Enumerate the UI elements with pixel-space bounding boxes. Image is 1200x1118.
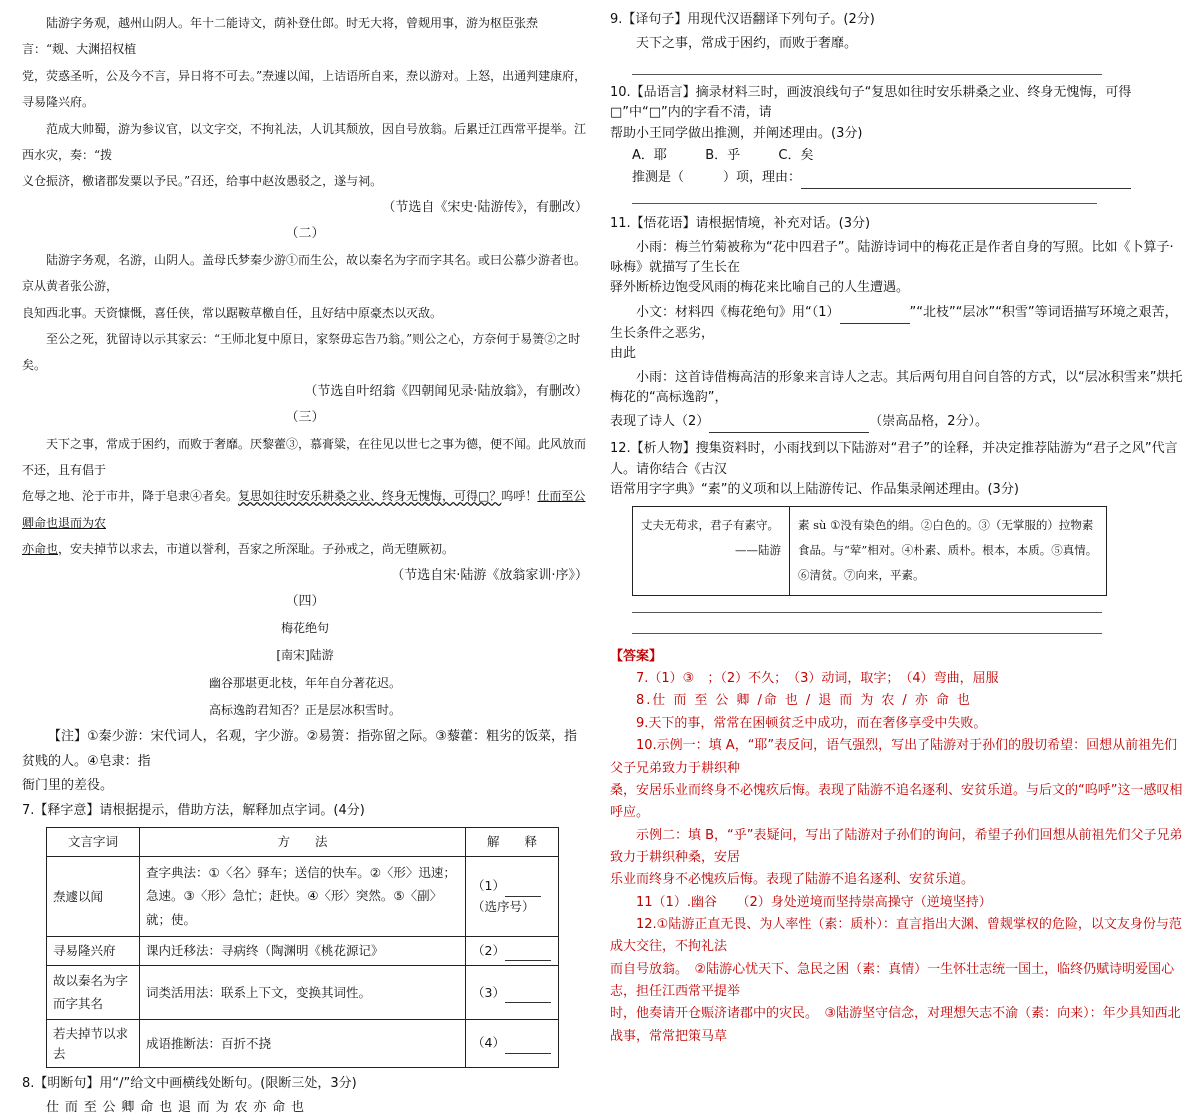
poem-author: [南宋]陆游 [276, 648, 334, 663]
question-10: 10.【品语言】摘录材料三时，画波浪线句子“复思如往时安乐耕桑之业、终身无愧悔，可得□”中“□”内的字看不清，请 [610, 85, 1132, 121]
note-text: 衙门里的差役。 [22, 778, 114, 794]
table-cell: 焘遽以闻 [47, 856, 140, 936]
answer-text: 12.①陆游正直无畏、为人率性（素：质朴）：直言指出大渊、曾觌掌权的危险，以文友身份与范成大交往，不拘礼法 [610, 917, 1182, 955]
dialog-text: 表现了诗人（2） [610, 414, 710, 430]
answer-text: 8.仕 而 至 公 卿 /命 也 / 退 而 为 农 / 亦 命 也 [636, 693, 972, 709]
passage-text: 良知西北事。天资慷慨，喜任侠，常以踞鞍草檄自任，且好结中原豪杰以灭敌。 [22, 305, 443, 320]
table-header: 解 释 [466, 828, 559, 856]
quote-text: 丈夫无苟求，君子有素守。 [641, 517, 779, 532]
answer-text: 11（1）.幽谷 （2）身处逆境而坚持崇高操守（逆境坚持） [636, 894, 992, 910]
answer-cell [466, 856, 559, 936]
wavy-underlined-sentence: 复思如往时安乐耕桑之业、终身无愧悔，可得□？ [238, 489, 502, 504]
passage-text: 陆游字务观，越州山阴人。年十二能诗文，荫补登仕郎。时无大将，曾觌用事，游为枢臣张焘言：“觌、大渊招权植 [22, 16, 539, 57]
answer-line[interactable] [632, 612, 1102, 613]
passage-text: 范成大帅蜀，游为参议官，以文字交，不拘礼法，人讥其颓放，因自号放翁。后累迁江西常平提举。江西水灾，奏：“拨 [22, 121, 587, 162]
answer-cell [466, 966, 559, 1020]
answer-cell [466, 1020, 559, 1068]
answer-text: 乐业而终身不必愧疚后悔。表现了陆游不追名逐利、安贫乐道。 [610, 872, 975, 888]
underlined-sentence: 亦命也 [22, 542, 59, 557]
passage-text [22, 483, 588, 536]
answer-label: （4） [472, 1035, 505, 1051]
right-column [610, 10, 1184, 1048]
question-8: 8.【明断句】用“/”给文中画横线处断句。(限断三处，3分) [22, 1075, 357, 1091]
answer-blank[interactable] [709, 412, 869, 433]
answer-text: 7.（1）③ ；（2）不久； （3）动词，取字； （4）弯曲，屈服 [636, 671, 999, 687]
question-10-guess [610, 168, 1184, 189]
passage-text: 危辱之地、沦于市井，降于皂隶④者矣。 [22, 489, 239, 504]
question-8-text: 仕而至公卿命也退而为农亦命也 [46, 1100, 310, 1116]
passage-two [22, 247, 588, 379]
poem-line: 幽谷那堪更北枝，年年自分著花迟。 [208, 675, 401, 690]
table-header: 方 法 [140, 828, 466, 856]
table-row [47, 966, 559, 1020]
dialog-text: 小文：材料四《梅花绝句》用“（1） [636, 304, 840, 320]
dialog-text: ”“北枝”“层冰”“积雪”等词语描写环境之艰苦，生长条件之恶劣， [610, 304, 1178, 341]
answer-line[interactable] [632, 633, 1102, 634]
question-10: 帮助小王同学做出推测，并阐述理由。(3分) [610, 125, 863, 141]
poem-title: 梅花绝句 [280, 620, 329, 635]
answer-text: 而自号放翁。 ②陆游心忧天下、急民之困（素：真情）一生怀壮志统一国土，临终仍赋诗明爱国心志，担任江西常平提举 [610, 961, 1175, 1000]
answer-line[interactable] [632, 203, 1097, 204]
answer-text: 桑，安居乐业而终身不必愧疚后悔。表现了陆游不追名逐利、安贫乐道。与后文的“呜呼”这一感叹相呼应。 [610, 782, 1183, 821]
quote-cell [633, 506, 790, 595]
dictionary-cell: 素 sù ①没有染色的绢。②白色的。③（无掌服的）拉物素食品。与“荤”相对。④朴素、质朴。根本，本质。⑤真情。⑥清贫。⑦向来，平素。 [790, 506, 1107, 595]
answer-blank[interactable] [840, 303, 910, 324]
question-12: 12.【析人物】搜集资料时，小雨找到以下陆游对“君子”的诠释，并决定推荐陆游为“君子之风”代言人。请你结合《古汉 [610, 441, 1178, 477]
question-11-text: 小雨：梅兰竹菊被称为“花中四君子”。陆游诗词中的梅花正是作者自身的写照。比如《卜算子·咏梅》就描写了生长在 [610, 240, 1174, 276]
answer-label: （1） [472, 878, 505, 894]
passage-text: 至公之死，犹留诗以示其家云：“王师北复中原日，家祭毋忘告乃翁。”则公之心，方奈何于易箦②之时矣。 [22, 331, 581, 373]
passage-text [22, 536, 588, 562]
question-12-table [632, 506, 1107, 596]
quote-author: ——陆游 [735, 543, 781, 558]
answer-line[interactable] [632, 74, 1102, 75]
table-row [47, 856, 559, 936]
answer-blank[interactable] [505, 876, 541, 896]
table-cell: 查字典法：①〈名〉驿车；送信的快车。②〈形〉迅速；急速。③〈形〉急忙；赶快。④〈形〉突然。⑤〈副〉就；使。 [140, 856, 466, 936]
answer-heading: 【答案】 [610, 648, 663, 664]
underlined-sentence: 仕而至公卿命也退而为农 [22, 489, 586, 530]
table-row [47, 1020, 559, 1068]
option-c[interactable]: C．矣 [778, 147, 814, 163]
table-cell: 成语推断法：百折不挠 [140, 1020, 466, 1068]
option-b[interactable]: B．乎 [705, 147, 741, 163]
poem [22, 615, 588, 725]
passage-text: 天下之事，常成于困约，而败于奢靡。厌黎藿③，慕膏粱，在往见以世七之事为德，便不闻。此风放而不还，且有倡于 [22, 436, 587, 478]
table-header: 文言字词 [47, 828, 140, 856]
answer-section [610, 646, 1184, 1048]
question-11-text: 驿外断桥边饱受风雨的梅花来比喻自己的人生遭遇。 [610, 280, 910, 296]
source-note: （节选自宋·陆游《放翁家训·序》） [391, 567, 588, 583]
passage-text: 呜呼！ [501, 489, 538, 504]
question-9-text: 天下之事，常成于困约，而败于奢靡。 [636, 36, 858, 52]
answer-blank[interactable] [801, 168, 1131, 189]
passage-text: 陆游字务观，名游，山阴人。盖母氏梦秦少游①而生公，故以秦名为字而字其名。或曰公慕少游者也。京从黄者张公游， [22, 252, 587, 294]
answer-blank[interactable] [505, 983, 551, 1003]
left-column [22, 10, 588, 1118]
note-text: 【注】①秦少游：宋代词人，名观，字少游。②易箦：指弥留之际。③藜藿：粗劣的饭菜，指贫贱的人。④皂隶：指 [22, 729, 577, 769]
section-heading: （四） [285, 593, 325, 609]
question-11-text [610, 412, 1184, 433]
table-cell: 词类活用法：联系上下文，变换其词性。 [140, 966, 466, 1020]
dialog-text: （崇高品格，2分）。 [869, 414, 989, 430]
question-11-text: 由此 [610, 345, 637, 361]
source-note: （节选自叶绍翁《四朝闻见录·陆放翁》，有删改） [304, 383, 588, 399]
question-11: 11.【悟花语】请根据情境，补充对话。(3分) [610, 215, 871, 231]
answer-label: （2） [472, 942, 505, 958]
passage-text: 党，荧惑圣听，公及今不言，异日将不可去。”焘遽以闻，上诘语所自来，焘以游对。上怒，出通判建康府，寻易隆兴府。 [22, 68, 587, 110]
question-12: 语常用字字典》“素”的义项和以上陆游传记、作品集录阐述理由。(3分) [610, 481, 1019, 497]
question-9: 9.【译句子】用现代汉语翻译下列句子。(2分) [610, 12, 875, 27]
guess-label: 推测是（ ）项，理由： [632, 169, 802, 185]
table-cell: 寻易隆兴府 [47, 936, 140, 965]
question-7-table [46, 827, 559, 1068]
table-row [47, 936, 559, 965]
passage-one [22, 10, 588, 195]
passage-text: ，安夫掉节以求去，市道以誉利，吾家之所深耻。子孙戒之，尚无堕厥初。 [58, 542, 455, 557]
question-10-options [610, 146, 1184, 166]
question-7: 7.【释字意】请根据提示，借助方法，解释加点字词。(4分) [22, 803, 365, 819]
question-11-text: 小雨：这首诗借梅高洁的形象来言诗人之志。其后两句用自问自答的方式，以“层冰积雪来”烘托梅花的“高标逸韵”， [610, 369, 1183, 406]
answer-blank[interactable] [505, 1033, 551, 1053]
answer-text: 10.示例一：填 A，“耶”表反问，语气强烈，写出了陆游对于孙们的殷切希望：回想从前祖先们父子兄弟致力于耕织种 [610, 738, 1178, 776]
section-heading: （二） [285, 225, 325, 241]
answer-text: 示例二：填 B，“乎”表疑问，写出了陆游对子孙们的询问，希望子孙们回想从前祖先们父子兄弟致力于耕织种桑，安居 [610, 827, 1183, 865]
answer-text: 9.天下的事，常常在困顿贫乏中成功，而在奢侈享受中失败。 [636, 715, 987, 731]
option-a[interactable]: A．耶 [632, 147, 667, 163]
table-cell: 故以秦名为字而字其名 [47, 966, 140, 1020]
poem-line: 高标逸韵君知否？正是层冰积雪时。 [208, 703, 401, 718]
table-header-row [47, 828, 559, 856]
answer-blank[interactable] [505, 941, 551, 961]
source-note: （节选自《宋史·陆游传》，有删改） [382, 199, 588, 215]
section-heading: （三） [285, 409, 325, 425]
table-row [633, 506, 1107, 595]
passage-text: 义仓振济，檄诸郡发粟以予民。”召还，给事中赵汝愚驳之，遂与祠。 [22, 174, 383, 189]
answer-text: 时，他奏请开仓赈济诸郡中的灾民。 ③陆游坚守信念，对理想矢志不渝（素：向来）：年少具知西北战事，常常把策马草 [610, 1006, 1181, 1044]
question-11-text [610, 303, 1184, 344]
answer-label: （3） [472, 984, 505, 1000]
answer-hint: （选序号） [472, 898, 535, 914]
table-cell: 若夫掉节以求去 [47, 1020, 140, 1068]
answer-cell [466, 936, 559, 965]
table-cell: 课内迁移法：寻病终（陶渊明《桃花源记》 [140, 936, 466, 965]
passage-three [22, 431, 588, 563]
